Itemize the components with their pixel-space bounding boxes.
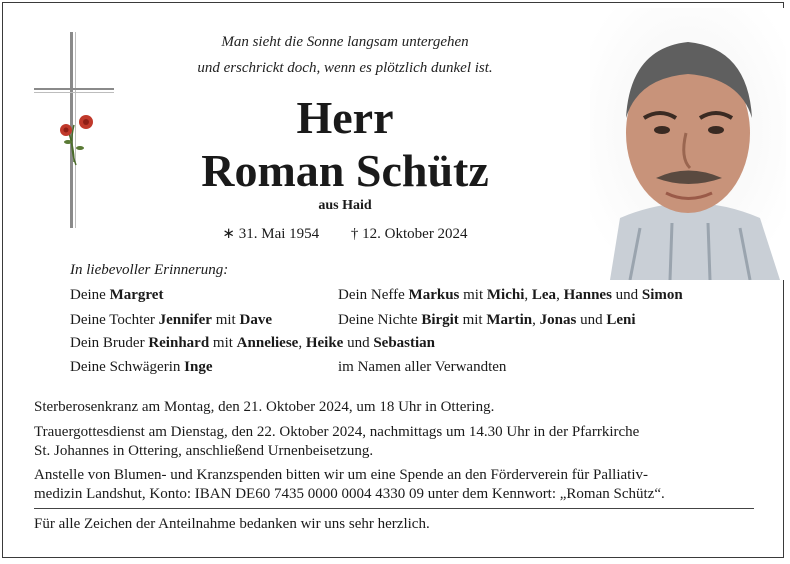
mourner-neffe: Dein Neffe Markus mit Michi, Lea, Hannes und Simon xyxy=(338,287,683,303)
thanks-notice: Für alle Zeichen der Anteilnahme bedanken wir uns sehr herzlich. xyxy=(34,516,430,532)
mourner-inge: Deine Schwägerin Inge xyxy=(70,359,213,375)
cross-with-roses-icon xyxy=(30,30,120,230)
mourner-reinhard: Dein Bruder Reinhard mit Anneliese, Heike und Sebastian xyxy=(70,335,436,351)
life-dates xyxy=(150,224,540,243)
mourner-verwandte: im Namen aller Verwandten xyxy=(338,359,507,375)
salutation: Herr xyxy=(296,92,394,143)
mourner-nichte: Deine Nichte Birgit mit Martin, Jonas und Leni xyxy=(338,312,636,328)
service-notice-line-1: Trauergottesdienst am Dienstag, den 22. Oktober 2024, nachmittags um 14.30 Uhr in der Pfarrkirche xyxy=(34,424,640,440)
rosary-notice: Sterberosenkranz am Montag, den 21. Oktober 2024, um 18 Uhr in Ottering. xyxy=(34,399,495,415)
service-notice-line-2: St. Johannes in Ottering, anschließend Urnenbeisetzung. xyxy=(34,443,374,459)
donation-notice-line-1: Anstelle von Blumen- und Kranzspenden bitten wir um eine Spende an den Förderverein für Palliativ- xyxy=(34,467,649,483)
mourner-margret: Deine Margret xyxy=(70,287,164,303)
portrait-photo xyxy=(590,8,786,280)
verse-line-1: Man sieht die Sonne langsam untergehen xyxy=(221,34,469,50)
divider xyxy=(34,508,754,509)
mourner-jennifer: Deine Tochter Jennifer mit Dave xyxy=(70,312,272,328)
deceased-name: Roman Schütz xyxy=(201,145,489,196)
birth-date: ∗ 31. Mai 1954 xyxy=(222,226,320,242)
origin: aus Haid xyxy=(318,198,372,213)
verse-line-2: und erschrickt doch, wenn es plötzlich dunkel ist. xyxy=(197,60,493,76)
death-date: † 12. Oktober 2024 xyxy=(350,226,468,242)
memory-heading: In liebevoller Erinnerung: xyxy=(70,262,229,278)
donation-notice-line-2: medizin Landshut, Konto: IBAN DE60 7435 0000 0004 4330 09 unter dem Kennwort: „Roman Schütz“. xyxy=(34,486,665,502)
